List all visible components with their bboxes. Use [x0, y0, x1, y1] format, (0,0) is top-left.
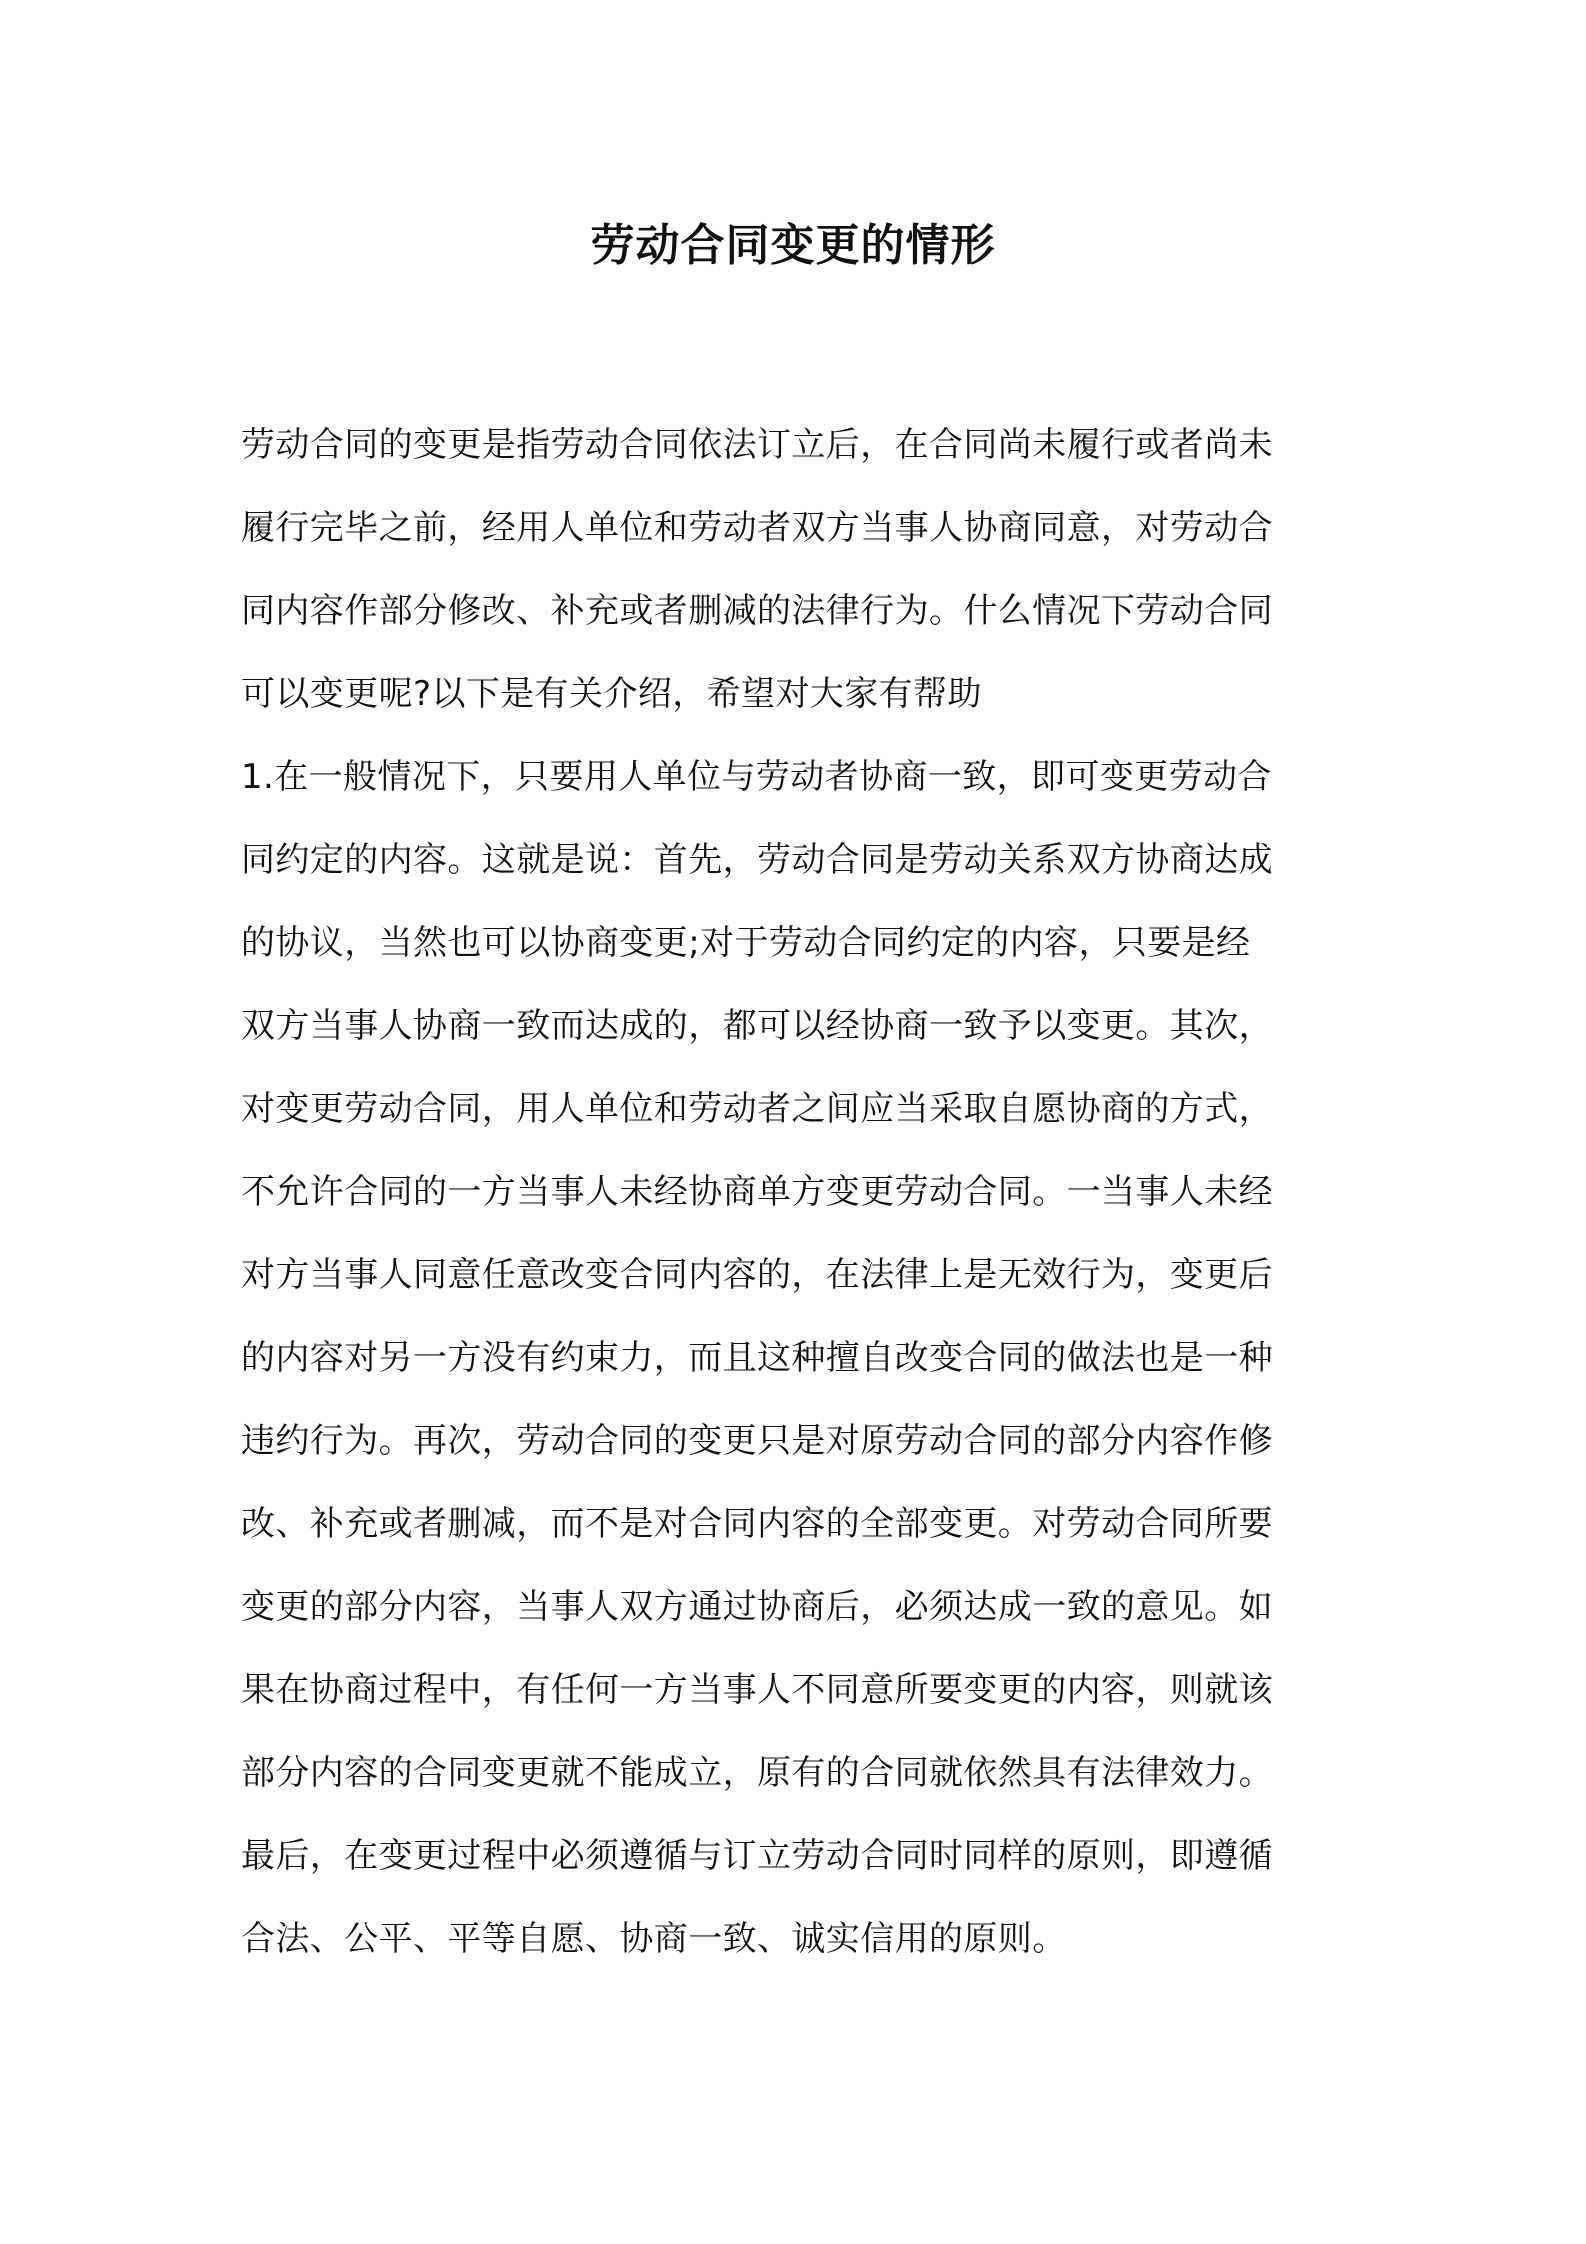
body-line-15: 变更的部分内容，当事人双方通过协商后，必须达成一致的意见。如: [241, 1587, 1273, 1627]
body-line-4: 可以变更呢?以下是有关介绍，希望对大家有帮助: [241, 674, 982, 714]
body-line-1: 劳动合同的变更是指劳动合同依法订立后，在合同尚未履行或者尚未: [241, 425, 1273, 465]
body-line-13: 违约行为。再次，劳动合同的变更只是对原劳动合同的部分内容作修: [241, 1421, 1273, 1461]
body-line-12: 的内容对另一方没有约束力，而且这种擅自改变合同的做法也是一种: [241, 1338, 1273, 1378]
body-line-7: 的协议，当然也可以协商变更;对于劳动合同约定的内容，只要是经: [241, 923, 1251, 963]
body-line-5: 1.在一般情况下，只要用人单位与劳动者协商一致，即可变更劳动合: [241, 757, 1272, 797]
document-title: 劳动合同变更的情形: [590, 220, 996, 271]
body-line-17: 部分内容的合同变更就不能成立，原有的合同就依然具有法律效力。: [241, 1753, 1273, 1793]
body-line-11: 对方当事人同意任意改变合同内容的，在法律上是无效行为，变更后: [241, 1255, 1273, 1295]
body-line-14: 改、补充或者删减，而不是对合同内容的全部变更。对劳动合同所要: [241, 1504, 1273, 1544]
body-line-6: 同约定的内容。这就是说：首先，劳动合同是劳动关系双方协商达成: [241, 840, 1273, 880]
body-line-16: 果在协商过程中，有任何一方当事人不同意所要变更的内容，则就该: [241, 1670, 1273, 1710]
body-line-3: 同内容作部分修改、补充或者删减的法律行为。什么情况下劳动合同: [241, 591, 1273, 631]
body-line-9: 对变更劳动合同，用人单位和劳动者之间应当采取自愿协商的方式，: [241, 1089, 1273, 1129]
body-line-19: 合法、公平、平等自愿、协商一致、诚实信用的原则。: [241, 1919, 1067, 1959]
body-line-10: 不允许合同的一方当事人未经协商单方变更劳动合同。一当事人未经: [241, 1172, 1273, 1212]
body-line-18: 最后，在变更过程中必须遵循与订立劳动合同时同样的原则，即遵循: [241, 1836, 1273, 1876]
body-line-8: 双方当事人协商一致而达成的，都可以经协商一致予以变更。其次，: [241, 1006, 1273, 1046]
document-body: [241, 404, 1353, 1981]
body-line-2: 履行完毕之前，经用人单位和劳动者双方当事人协商同意，对劳动合: [241, 508, 1273, 548]
